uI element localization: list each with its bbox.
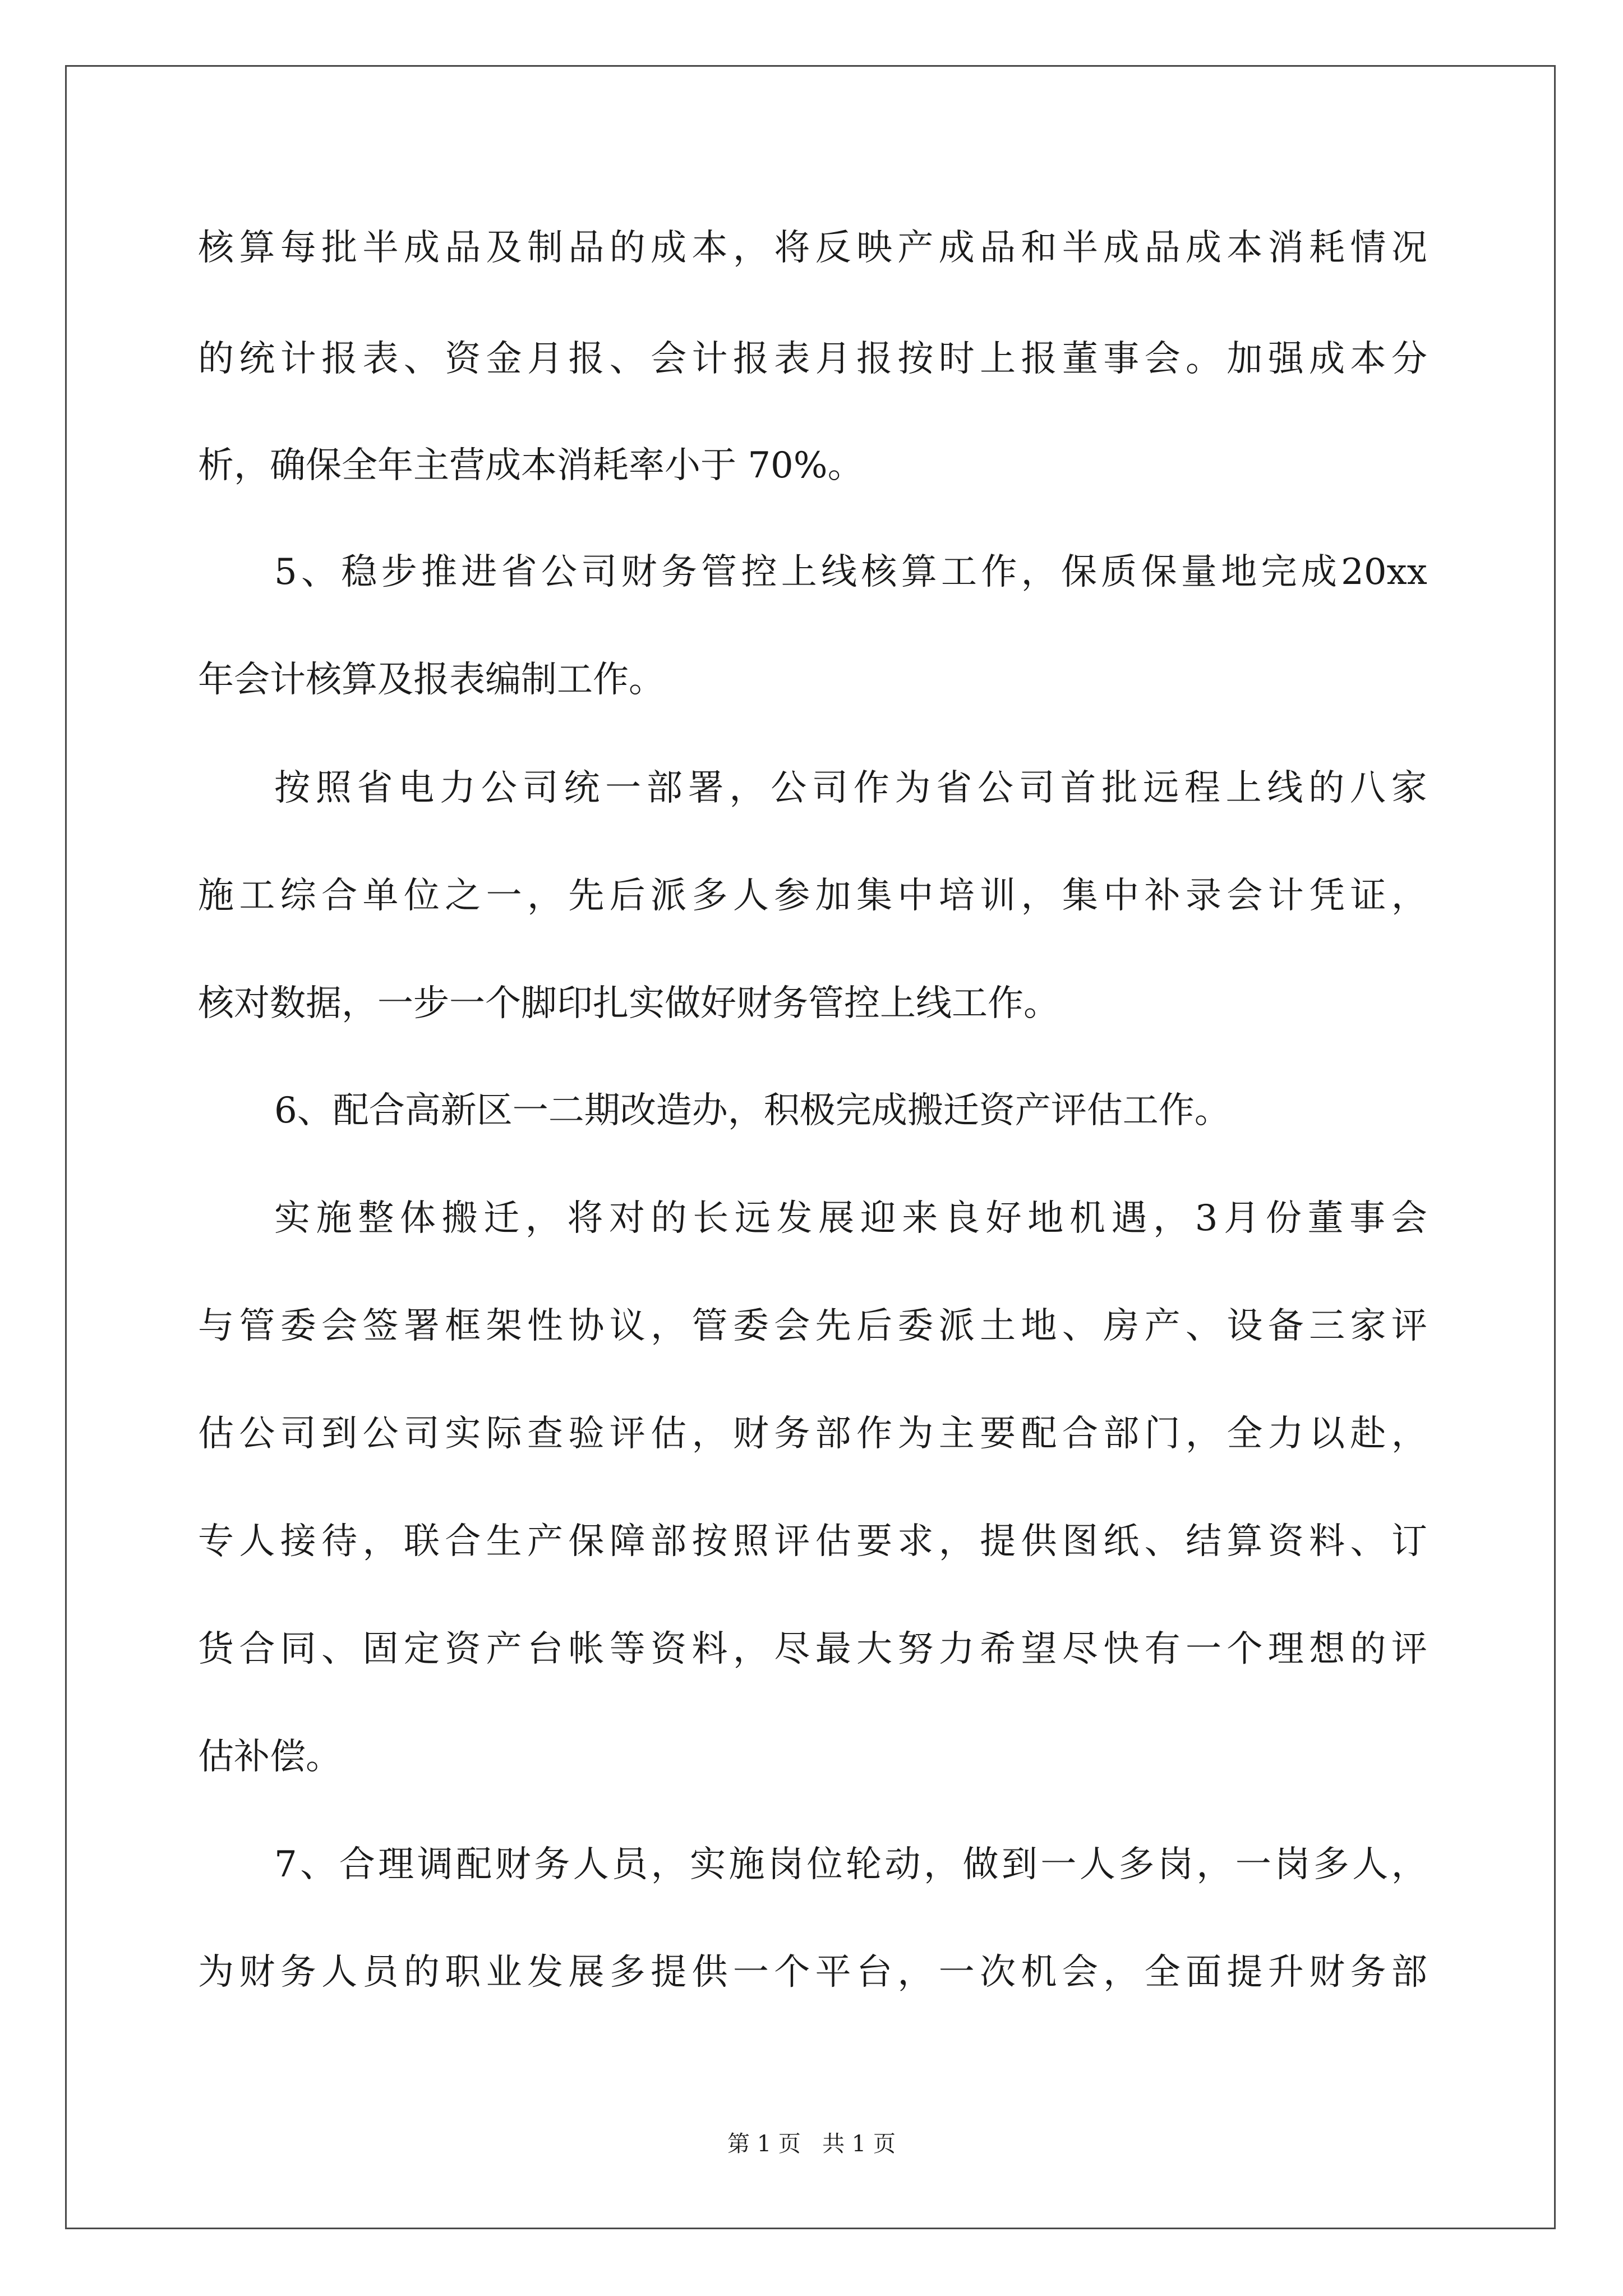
text-line: 核 算 每 批 半 成 品 及 制 品 的 成 本 ， 将 反 映 产 成 品 和 半 成 品 成 本 消 耗 情 况 [198, 227, 1427, 269]
text-line: 估补偿。 [198, 1736, 342, 1778]
text-line: 年会计核算及报表编制工作。 [198, 659, 665, 701]
text-line: 货 合 同 、 固 定 资 产 台 帐 等 资 料 ， 尽 最 大 努 力 希 望 尽 快 有 一 个 理 想 的 评 [198, 1628, 1427, 1670]
text-line: 按 照 省 电 力 公 司 统 一 部 署 ， 公 司 作 为 省 公 司 首 批 远 程 上 线 的 八 家 [274, 767, 1427, 809]
text-line: 6、配合高新区一二期改造办，积极完成搬迁资产评估工作。 [274, 1090, 1230, 1131]
text-line: 为 财 务 人 员 的 职 业 发 展 多 提 供 一 个 平 台 ， 一 次 机 会 ， 全 面 提 升 财 务 部 [198, 1952, 1427, 1993]
text-line: 实 施 整 体 搬 迁 ， 将 对 的 长 远 发 展 迎 来 良 好 地 机 遇 ， 3 月 份 董 事 会 [274, 1198, 1427, 1239]
text-line: 的 统 计 报 表 、 资 金 月 报 、 会 计 报 表 月 报 按 时 上 报 董 事 会 。 加 强 成 本 分 [198, 338, 1427, 380]
text-line: 估 公 司 到 公 司 实 际 查 验 评 估 ， 财 务 部 作 为 主 要 配 合 部 门 ， 全 力 以 赴 ， [198, 1413, 1427, 1455]
text-line: 专 人 接 待 ， 联 合 生 产 保 障 部 按 照 评 估 要 求 ， 提 供 图 纸 、 结 算 资 料 、 订 [198, 1521, 1427, 1562]
page-footer: 第 1 页 共 1 页 [727, 2131, 896, 2157]
text-line: 与 管 委 会 签 署 框 架 性 协 议 ， 管 委 会 先 后 委 派 土 地 、 房 产 、 设 备 三 家 评 [198, 1305, 1427, 1347]
text-line: 施 工 综 合 单 位 之 一 ， 先 后 派 多 人 参 加 集 中 培 训 ， 集 中 补 录 会 计 凭 证 ， [198, 875, 1427, 917]
text-line: 5 、 稳 步 推 进 省 公 司 财 务 管 控 上 线 核 算 工 作 ， 保 质 保 量 地 完 成 20xx [274, 551, 1427, 593]
text-line: 7 、 合 理 调 配 财 务 人 员 ， 实 施 岗 位 轮 动 ， 做 到 一 人 多 岗 ， 一 岗 多 人 ， [274, 1844, 1427, 1885]
text-line: 析，确保全年主营成本消耗率小于 70%。 [198, 445, 864, 486]
text-line: 核对数据，一步一个脚印扎实做好财务管控上线工作。 [198, 983, 1059, 1024]
page-border [65, 65, 1556, 2229]
